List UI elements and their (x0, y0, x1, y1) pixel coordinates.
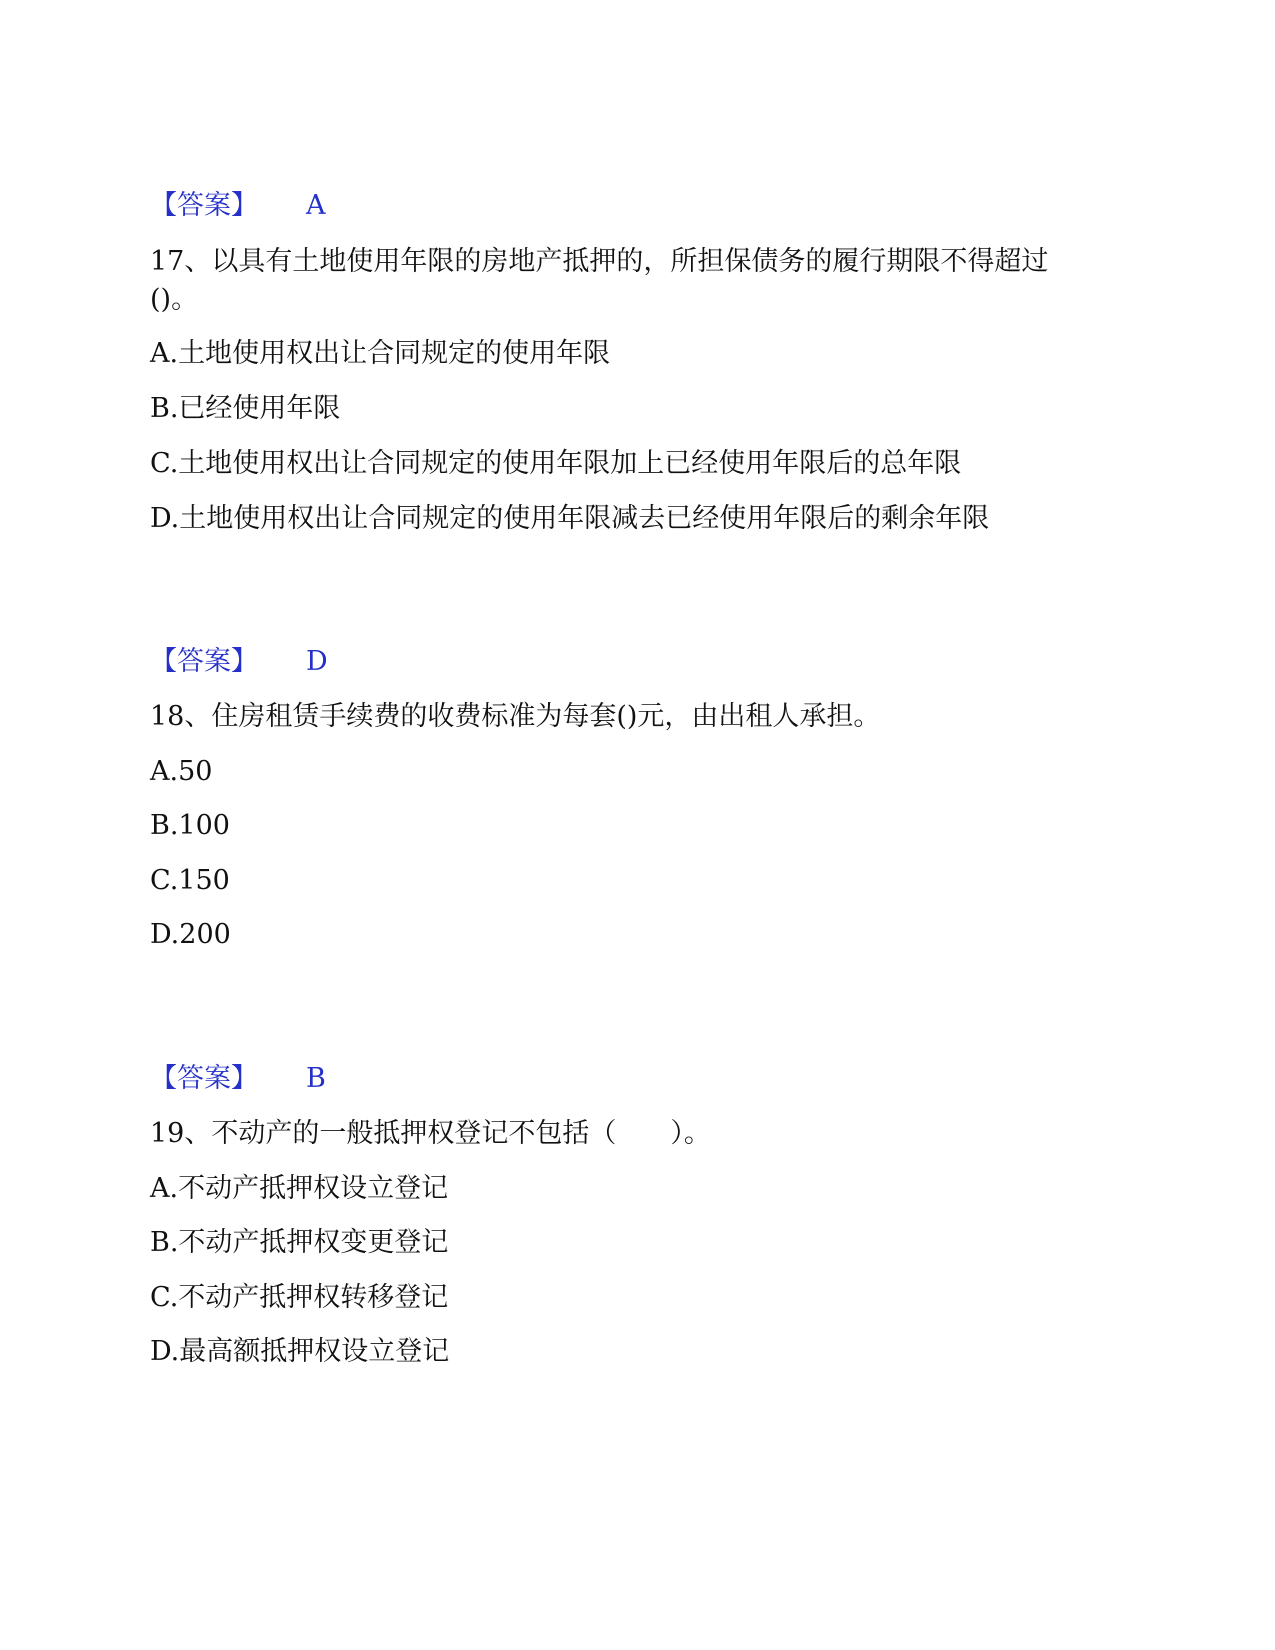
answer-value: D (306, 646, 328, 677)
question-18-text: 18、住房租赁手续费的收费标准为每套()元，由出租人承担。 (150, 701, 881, 732)
answer-line (150, 190, 326, 222)
question-17-option-b: B.已经使用年限 (150, 393, 341, 424)
answer-line (150, 646, 328, 678)
question-17-option-d: D.土地使用权出让合同规定的使用年限减去已经使用年限后的剩余年限 (150, 503, 990, 534)
answer-label: 【答案】 (150, 190, 258, 221)
question-18-option-c: C.150 (150, 865, 230, 896)
answer-label: 【答案】 (150, 1063, 258, 1094)
question-18-option-a: A.50 (150, 756, 213, 787)
answer-line (150, 1063, 326, 1095)
answer-value: A (306, 190, 326, 221)
question-17-text-cont: ()。 (150, 284, 199, 315)
question-19-option-d: D.最高额抵押权设立登记 (150, 1336, 450, 1367)
question-17-option-c: C.土地使用权出让合同规定的使用年限加上已经使用年限后的总年限 (150, 448, 962, 479)
question-19-option-b: B.不动产抵押权变更登记 (150, 1227, 449, 1258)
question-19-text: 19、不动产的一般抵押权登记不包括（ ）。 (150, 1118, 711, 1149)
question-18-option-d: D.200 (150, 919, 231, 950)
answer-label: 【答案】 (150, 646, 258, 677)
answer-value: B (306, 1063, 326, 1094)
question-18-option-b: B.100 (150, 810, 230, 841)
question-17-text: 17、以具有土地使用年限的房地产抵押的，所担保债务的履行期限不得超过 (150, 246, 1049, 277)
question-19-option-a: A.不动产抵押权设立登记 (150, 1173, 449, 1204)
question-17-option-a: A.土地使用权出让合同规定的使用年限 (150, 338, 611, 369)
question-19-option-c: C.不动产抵押权转移登记 (150, 1282, 449, 1313)
